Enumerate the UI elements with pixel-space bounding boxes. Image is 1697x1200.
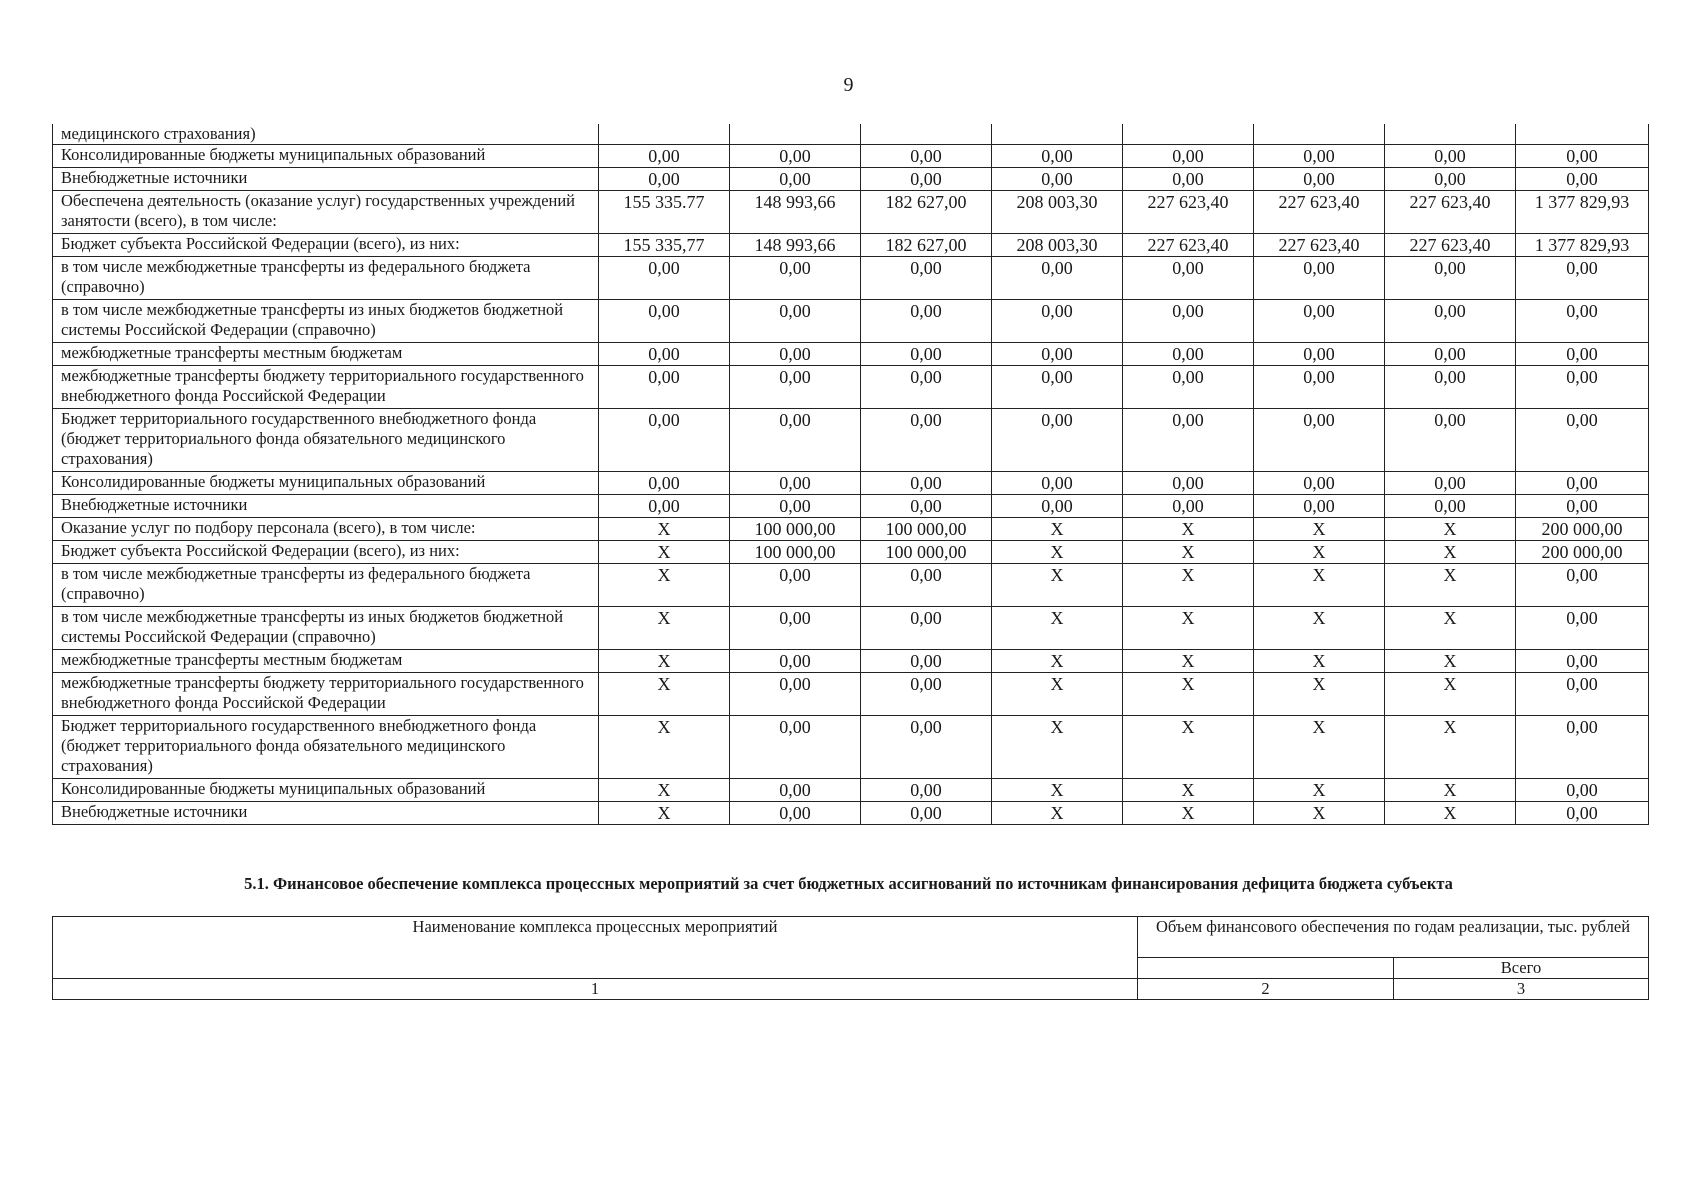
value-cell: 0,00 bbox=[730, 145, 861, 168]
value-cell: 0,00 bbox=[599, 343, 730, 366]
row-label: межбюджетные трансферты бюджету территориального государственного внебюджетного фонда Российской Федерации bbox=[53, 366, 599, 409]
value-cell: X bbox=[1123, 518, 1254, 541]
value-cell: 0,00 bbox=[1516, 145, 1649, 168]
row-label: Консолидированные бюджеты муниципальных образований bbox=[53, 472, 599, 495]
value-cell: 155 335.77 bbox=[599, 191, 730, 234]
value-cell: 0,00 bbox=[1516, 607, 1649, 650]
value-cell: 0,00 bbox=[1123, 300, 1254, 343]
value-cell: X bbox=[1254, 716, 1385, 779]
row-label: межбюджетные трансферты местным бюджетам bbox=[53, 650, 599, 673]
value-cell: 0,00 bbox=[992, 343, 1123, 366]
value-cell: 0,00 bbox=[730, 257, 861, 300]
value-cell: 182 627,00 bbox=[861, 234, 992, 257]
value-cell: 0,00 bbox=[1123, 145, 1254, 168]
value-cell: 1 377 829,93 bbox=[1516, 234, 1649, 257]
row-label: Бюджет территориального государственного внебюджетного фонда (бюджет территориального фонда обязательного медицинского страхования) bbox=[53, 409, 599, 472]
value-cell: X bbox=[992, 650, 1123, 673]
value-cell: 0,00 bbox=[730, 343, 861, 366]
value-cell: 0,00 bbox=[599, 300, 730, 343]
value-cell: 0,00 bbox=[1516, 673, 1649, 716]
value-cell: X bbox=[1123, 802, 1254, 825]
value-cell: 0,00 bbox=[599, 145, 730, 168]
value-cell: 0,00 bbox=[1516, 257, 1649, 300]
value-cell: 0,00 bbox=[861, 145, 992, 168]
value-cell: 0,00 bbox=[1123, 366, 1254, 409]
row-label: Внебюджетные источники bbox=[53, 802, 599, 825]
value-cell: 0,00 bbox=[730, 300, 861, 343]
value-cell: X bbox=[599, 607, 730, 650]
financing-table bbox=[52, 124, 1649, 825]
value-cell: 0,00 bbox=[1516, 409, 1649, 472]
value-cell: 227 623,40 bbox=[1254, 234, 1385, 257]
value-cell: 0,00 bbox=[1516, 472, 1649, 495]
value-cell: X bbox=[1254, 518, 1385, 541]
value-cell bbox=[1516, 124, 1649, 145]
row-label: межбюджетные трансферты местным бюджетам bbox=[53, 343, 599, 366]
value-cell: X bbox=[1385, 518, 1516, 541]
value-cell: 0,00 bbox=[599, 168, 730, 191]
value-cell: 0,00 bbox=[730, 607, 861, 650]
value-cell: 0,00 bbox=[861, 257, 992, 300]
value-cell bbox=[1385, 124, 1516, 145]
row-label: Консолидированные бюджеты муниципальных образований bbox=[53, 145, 599, 168]
value-cell: X bbox=[599, 779, 730, 802]
table-row bbox=[53, 564, 1649, 607]
value-cell: 0,00 bbox=[1516, 168, 1649, 191]
row-label: Консолидированные бюджеты муниципальных образований bbox=[53, 779, 599, 802]
value-cell: X bbox=[599, 518, 730, 541]
row-label: Бюджет субъекта Российской Федерации (всего), из них: bbox=[53, 541, 599, 564]
table-row bbox=[53, 124, 1649, 145]
row-label: межбюджетные трансферты бюджету территориального государственного внебюджетного фонда Российской Федерации bbox=[53, 673, 599, 716]
value-cell: 0,00 bbox=[730, 564, 861, 607]
value-cell: 0,00 bbox=[730, 472, 861, 495]
value-cell: X bbox=[992, 541, 1123, 564]
value-cell: 0,00 bbox=[861, 343, 992, 366]
table-row bbox=[53, 234, 1649, 257]
column-number: 2 bbox=[1138, 979, 1394, 1000]
value-cell: 227 623,40 bbox=[1385, 191, 1516, 234]
row-label: Бюджет субъекта Российской Федерации (всего), из них: bbox=[53, 234, 599, 257]
value-cell: 0,00 bbox=[730, 495, 861, 518]
table-row bbox=[53, 650, 1649, 673]
header-empty-year-cell bbox=[1138, 958, 1394, 979]
value-cell bbox=[992, 124, 1123, 145]
value-cell: 0,00 bbox=[1516, 300, 1649, 343]
table-row bbox=[53, 779, 1649, 802]
value-cell: 0,00 bbox=[1516, 802, 1649, 825]
value-cell: 0,00 bbox=[992, 409, 1123, 472]
value-cell: 0,00 bbox=[861, 607, 992, 650]
value-cell: 0,00 bbox=[861, 650, 992, 673]
value-cell: 0,00 bbox=[599, 257, 730, 300]
value-cell bbox=[1123, 124, 1254, 145]
value-cell: 0,00 bbox=[1254, 300, 1385, 343]
value-cell bbox=[1254, 124, 1385, 145]
row-label: медицинского страхования) bbox=[53, 124, 599, 145]
table-row bbox=[53, 145, 1649, 168]
value-cell: 0,00 bbox=[1516, 343, 1649, 366]
value-cell: 0,00 bbox=[1254, 168, 1385, 191]
value-cell: 0,00 bbox=[730, 716, 861, 779]
value-cell: X bbox=[599, 802, 730, 825]
value-cell: 1 377 829,93 bbox=[1516, 191, 1649, 234]
header-financing-volume: Объем финансового обеспечения по годам реализации, тыс. рублей bbox=[1138, 917, 1649, 958]
section-title: 5.1. Финансовое обеспечение комплекса процессных мероприятий за счет бюджетных ассигнований по источникам финансирования дефицита бюджета субъекта bbox=[244, 874, 1453, 893]
value-cell: 0,00 bbox=[1254, 145, 1385, 168]
value-cell: 0,00 bbox=[861, 168, 992, 191]
value-cell: 0,00 bbox=[992, 168, 1123, 191]
row-label: в том числе межбюджетные трансферты из иных бюджетов бюджетной системы Российской Федерации (справочно) bbox=[53, 300, 599, 343]
value-cell: 0,00 bbox=[1123, 495, 1254, 518]
value-cell: 0,00 bbox=[599, 495, 730, 518]
value-cell: 227 623,40 bbox=[1123, 191, 1254, 234]
value-cell: 200 000,00 bbox=[1516, 518, 1649, 541]
table-row bbox=[53, 607, 1649, 650]
value-cell: 227 623,40 bbox=[1385, 234, 1516, 257]
row-label: Внебюджетные источники bbox=[53, 495, 599, 518]
value-cell: 0,00 bbox=[1254, 495, 1385, 518]
row-label: в том числе межбюджетные трансферты из иных бюджетов бюджетной системы Российской Федерации (справочно) bbox=[53, 607, 599, 650]
value-cell: 0,00 bbox=[599, 472, 730, 495]
table-row bbox=[53, 541, 1649, 564]
value-cell: X bbox=[992, 518, 1123, 541]
value-cell: 227 623,40 bbox=[1123, 234, 1254, 257]
value-cell: 148 993,66 bbox=[730, 234, 861, 257]
value-cell: 0,00 bbox=[599, 366, 730, 409]
value-cell: 0,00 bbox=[1385, 472, 1516, 495]
value-cell: X bbox=[599, 673, 730, 716]
value-cell: X bbox=[1254, 564, 1385, 607]
value-cell: X bbox=[992, 564, 1123, 607]
value-cell: 0,00 bbox=[1123, 257, 1254, 300]
financing-table-body bbox=[53, 124, 1649, 825]
value-cell: 0,00 bbox=[992, 366, 1123, 409]
table-row bbox=[53, 409, 1649, 472]
value-cell: 0,00 bbox=[861, 495, 992, 518]
value-cell: 148 993,66 bbox=[730, 191, 861, 234]
value-cell: X bbox=[1123, 716, 1254, 779]
value-cell: 0,00 bbox=[1516, 716, 1649, 779]
value-cell: 208 003,30 bbox=[992, 234, 1123, 257]
value-cell: 0,00 bbox=[1516, 495, 1649, 518]
value-cell: X bbox=[1385, 802, 1516, 825]
header-total: Всего bbox=[1394, 958, 1649, 979]
row-label: Бюджет территориального государственного внебюджетного фонда (бюджет территориального фонда обязательного медицинского страхования) bbox=[53, 716, 599, 779]
value-cell: 0,00 bbox=[1516, 366, 1649, 409]
value-cell: 0,00 bbox=[1123, 168, 1254, 191]
row-label: Внебюджетные источники bbox=[53, 168, 599, 191]
value-cell: 0,00 bbox=[1385, 366, 1516, 409]
value-cell: X bbox=[599, 716, 730, 779]
value-cell: 0,00 bbox=[730, 650, 861, 673]
table-row bbox=[53, 802, 1649, 825]
value-cell: 155 335,77 bbox=[599, 234, 730, 257]
value-cell: X bbox=[1254, 673, 1385, 716]
value-cell: 0,00 bbox=[861, 779, 992, 802]
value-cell: X bbox=[1123, 607, 1254, 650]
value-cell: X bbox=[1385, 716, 1516, 779]
value-cell: X bbox=[1123, 541, 1254, 564]
table-row bbox=[53, 191, 1649, 234]
row-label: Обеспечена деятельность (оказание услуг) государственных учреждений занятости (всего), в том числе: bbox=[53, 191, 599, 234]
value-cell: X bbox=[1385, 541, 1516, 564]
value-cell: X bbox=[1254, 541, 1385, 564]
value-cell: 0,00 bbox=[1385, 343, 1516, 366]
value-cell: 0,00 bbox=[730, 366, 861, 409]
table-row bbox=[53, 518, 1649, 541]
value-cell bbox=[599, 124, 730, 145]
value-cell bbox=[730, 124, 861, 145]
value-cell: 0,00 bbox=[992, 145, 1123, 168]
value-cell: X bbox=[1385, 607, 1516, 650]
value-cell: 0,00 bbox=[1254, 257, 1385, 300]
deficit-financing-table bbox=[52, 916, 1649, 1000]
value-cell: 0,00 bbox=[599, 409, 730, 472]
value-cell: 100 000,00 bbox=[861, 518, 992, 541]
value-cell: 0,00 bbox=[1123, 343, 1254, 366]
value-cell: 0,00 bbox=[730, 409, 861, 472]
value-cell: 0,00 bbox=[992, 472, 1123, 495]
value-cell: 182 627,00 bbox=[861, 191, 992, 234]
value-cell: 0,00 bbox=[1385, 409, 1516, 472]
value-cell: X bbox=[1385, 779, 1516, 802]
value-cell: 100 000,00 bbox=[861, 541, 992, 564]
value-cell: 100 000,00 bbox=[730, 518, 861, 541]
value-cell: 0,00 bbox=[1385, 145, 1516, 168]
row-label: в том числе межбюджетные трансферты из федерального бюджета (справочно) bbox=[53, 257, 599, 300]
table-row bbox=[53, 257, 1649, 300]
value-cell: X bbox=[1123, 779, 1254, 802]
row-label: Оказание услуг по подбору персонала (всего), в том числе: bbox=[53, 518, 599, 541]
value-cell: 0,00 bbox=[1385, 300, 1516, 343]
value-cell: 0,00 bbox=[1254, 472, 1385, 495]
value-cell: 0,00 bbox=[861, 472, 992, 495]
value-cell: 0,00 bbox=[861, 300, 992, 343]
value-cell: 0,00 bbox=[992, 257, 1123, 300]
value-cell: 0,00 bbox=[1516, 564, 1649, 607]
value-cell: 0,00 bbox=[1254, 366, 1385, 409]
value-cell: X bbox=[992, 802, 1123, 825]
value-cell bbox=[861, 124, 992, 145]
value-cell: X bbox=[992, 716, 1123, 779]
value-cell: 227 623,40 bbox=[1254, 191, 1385, 234]
value-cell: 0,00 bbox=[861, 802, 992, 825]
value-cell: X bbox=[599, 564, 730, 607]
table-row bbox=[53, 495, 1649, 518]
value-cell: 0,00 bbox=[1516, 779, 1649, 802]
value-cell: X bbox=[1385, 564, 1516, 607]
value-cell: 0,00 bbox=[992, 495, 1123, 518]
table-row bbox=[53, 472, 1649, 495]
value-cell: X bbox=[992, 779, 1123, 802]
table-row bbox=[53, 673, 1649, 716]
value-cell: X bbox=[1123, 650, 1254, 673]
value-cell: 0,00 bbox=[730, 168, 861, 191]
value-cell: 0,00 bbox=[1385, 257, 1516, 300]
value-cell: 0,00 bbox=[861, 366, 992, 409]
value-cell: 208 003,30 bbox=[992, 191, 1123, 234]
column-number: 1 bbox=[53, 979, 1138, 1000]
value-cell: X bbox=[1123, 564, 1254, 607]
value-cell: X bbox=[599, 541, 730, 564]
table-row bbox=[53, 343, 1649, 366]
value-cell: 100 000,00 bbox=[730, 541, 861, 564]
table-row bbox=[53, 168, 1649, 191]
value-cell: X bbox=[1254, 650, 1385, 673]
value-cell: X bbox=[992, 607, 1123, 650]
value-cell: X bbox=[1385, 650, 1516, 673]
value-cell: 0,00 bbox=[1516, 650, 1649, 673]
table-row bbox=[53, 716, 1649, 779]
value-cell: X bbox=[1254, 779, 1385, 802]
value-cell: 0,00 bbox=[1123, 409, 1254, 472]
value-cell: X bbox=[992, 673, 1123, 716]
value-cell: 0,00 bbox=[730, 673, 861, 716]
value-cell: X bbox=[599, 650, 730, 673]
table-row bbox=[53, 366, 1649, 409]
header-complex-name: Наименование комплекса процессных мероприятий bbox=[53, 917, 1138, 979]
value-cell: 0,00 bbox=[1254, 409, 1385, 472]
value-cell: 0,00 bbox=[861, 564, 992, 607]
value-cell: 200 000,00 bbox=[1516, 541, 1649, 564]
column-number: 3 bbox=[1394, 979, 1649, 1000]
table-row bbox=[53, 300, 1649, 343]
value-cell: 0,00 bbox=[861, 409, 992, 472]
value-cell: X bbox=[1254, 607, 1385, 650]
value-cell: 0,00 bbox=[1123, 472, 1254, 495]
value-cell: X bbox=[1385, 673, 1516, 716]
value-cell: 0,00 bbox=[730, 779, 861, 802]
page-number: 9 bbox=[843, 74, 854, 96]
value-cell: 0,00 bbox=[1385, 168, 1516, 191]
value-cell: 0,00 bbox=[992, 300, 1123, 343]
value-cell: X bbox=[1123, 673, 1254, 716]
value-cell: 0,00 bbox=[861, 716, 992, 779]
value-cell: 0,00 bbox=[861, 673, 992, 716]
row-label: в том числе межбюджетные трансферты из федерального бюджета (справочно) bbox=[53, 564, 599, 607]
value-cell: 0,00 bbox=[1254, 343, 1385, 366]
value-cell: 0,00 bbox=[1385, 495, 1516, 518]
value-cell: X bbox=[1254, 802, 1385, 825]
value-cell: 0,00 bbox=[730, 802, 861, 825]
